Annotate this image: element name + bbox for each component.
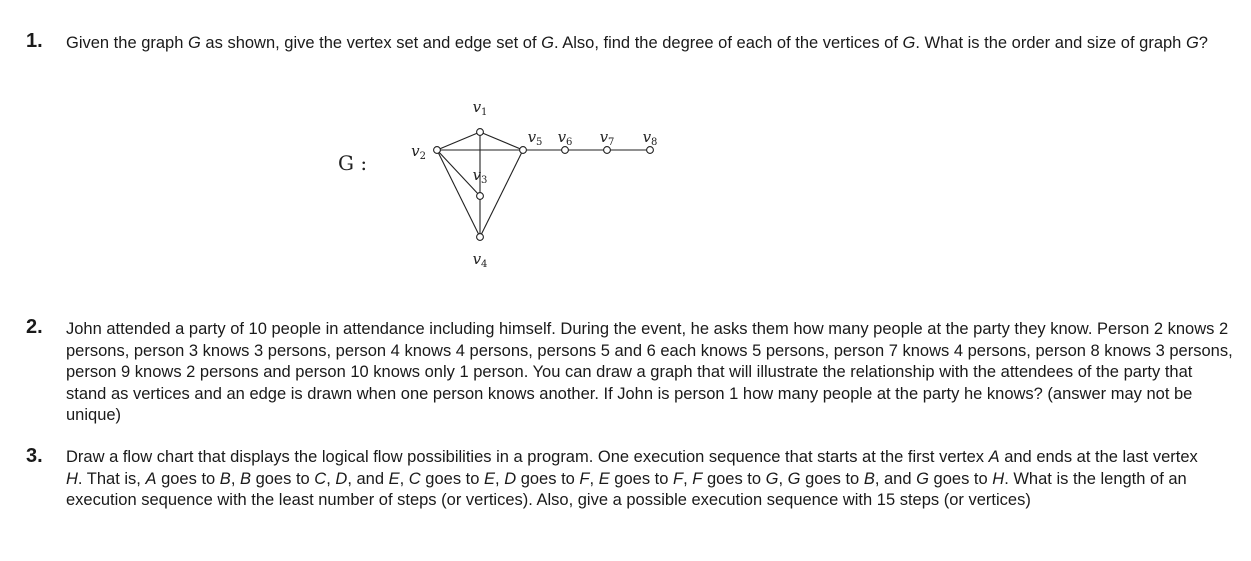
question-2-text: John attended a party of 10 people in attendance including himself. During the event, he asks them how many people at the party they know. Person 2 knows 2 persons, person 3 knows 3 persons, person 4 knows 4 persons, persons 5 and 6 each knows 5 persons, person 7 knows 4 persons, person 8 knows 3 persons, person 9 knows 2 persons and person 10 knows only 1 person. You can draw a graph that will illustrate the relationship with the attendees of the party that stand as vertices and an edge is drawn when one person knows another. If John is person 1 how many people at the party he knows? (answer may not be unique): [66, 320, 1233, 424]
graph-title: G :: [338, 151, 368, 175]
vertex-label-v6: $v_6$: [557, 128, 573, 148]
vertex-v2: [434, 147, 441, 154]
edge-v4-v5: [480, 150, 523, 237]
vertex-label-v2: $v_2$: [411, 142, 426, 162]
question-1-text: Given the graph G as shown, give the vertex set and edge set of G. Also, find the degree of each of the vertices of G. What is the order and size of graph G?: [66, 34, 1208, 52]
vertex-label-v7: $v_7$: [599, 128, 615, 148]
vertex-label-v4: $v_4$: [472, 250, 488, 270]
question-1-number: 1.: [26, 30, 43, 52]
edge-v2-v4: [437, 150, 480, 237]
vertex-label-v8: $v_8$: [642, 128, 658, 148]
graph-vertex-labels: [411, 98, 657, 270]
vertex-v5: [520, 147, 527, 154]
vertex-label-v1: $v_1$: [472, 98, 488, 118]
graph-vertices: [434, 129, 654, 241]
graph-edges: [437, 132, 650, 237]
vertex-v1: [477, 129, 484, 136]
edge-v1-v5: [480, 132, 523, 150]
edge-v1-v2: [437, 132, 480, 150]
vertex-label-v3: $v_3$: [472, 166, 488, 186]
question-2-number: 2.: [26, 316, 43, 338]
graph-g-diagram: [330, 90, 690, 275]
vertex-label-v5: $v_5$: [527, 128, 543, 148]
question-3-number: 3.: [26, 445, 43, 467]
vertex-v3: [477, 193, 484, 200]
question-3-text: Draw a flow chart that displays the logical flow possibilities in a program. One execution sequence that starts at the first vertex A and ends at the last vertex H. That is, A goes to B, B goes to C, D, and E, C goes to E, D goes to F, E goes to F, F goes to G, G goes to B, and G goes to H. What is the length of an execution sequence with the least number of steps (or vertices). Also, give a possible execution sequence with 15 steps (or vertices): [66, 448, 1198, 509]
vertex-v4: [477, 234, 484, 241]
